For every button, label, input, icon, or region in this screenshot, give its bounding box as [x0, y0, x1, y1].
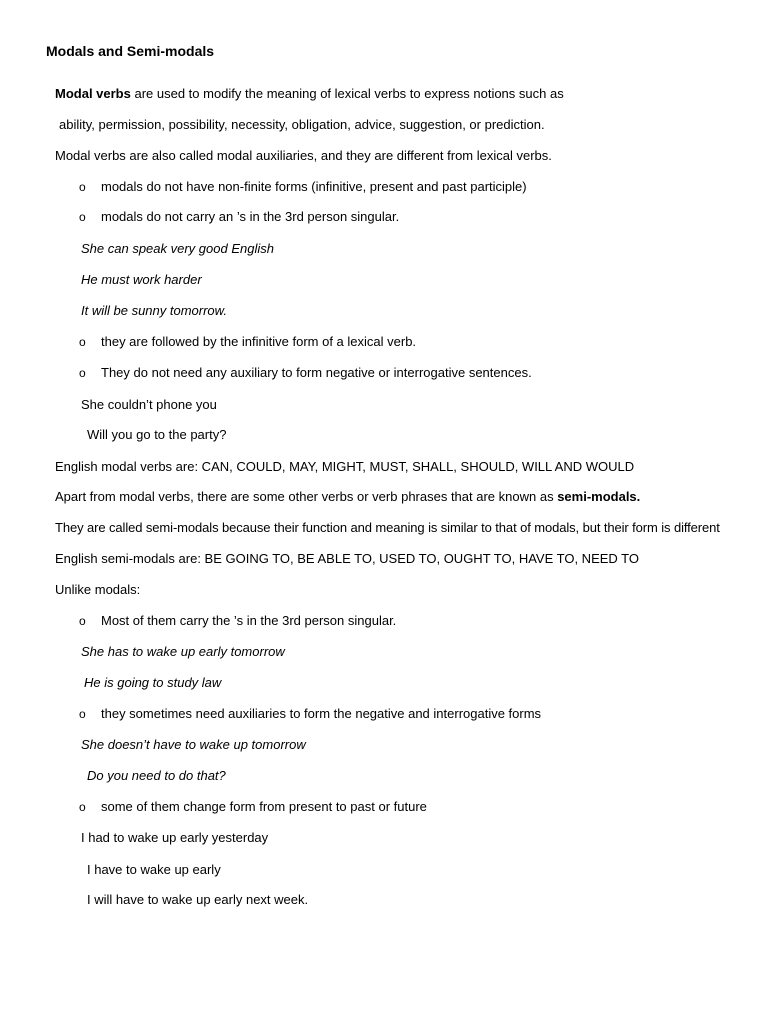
example-sentence: She couldn’t phone you [81, 397, 217, 412]
modal-point: modals do not have non-finite forms (infinitive, present and past participle) [101, 179, 527, 194]
bullet-marker: o [79, 800, 86, 814]
semi-point: some of them change form from present to past or future [101, 799, 427, 814]
bullet-marker: o [79, 614, 86, 628]
semi-modals-list: English semi-modals are: BE GOING TO, BE ABLE TO, USED TO, OUGHT TO, HAVE TO, NEED TO [55, 551, 639, 566]
modal-auxiliaries-text: Modal verbs are also called modal auxiliaries, and they are different from lexical verbs. [55, 148, 552, 163]
example-sentence: I will have to wake up early next week. [87, 892, 309, 907]
modal-verbs-term: Modal verbs [55, 86, 131, 101]
example-sentence: I had to wake up early yesterday [81, 830, 269, 845]
example-sentence: She can speak very good English [81, 241, 274, 256]
bullet-marker: o [79, 335, 86, 349]
example-sentence: He must work harder [81, 272, 202, 287]
semi-modals-term: semi-modals. [557, 489, 641, 504]
example-sentence: He is going to study law [84, 675, 222, 690]
semi-point: Most of them carry the ’s in the 3rd person singular. [101, 613, 397, 628]
semi-intro-text: Apart from modal verbs, there are some other verbs or verb phrases that are known as [55, 489, 558, 504]
example-sentence: She has to wake up early tomorrow [81, 644, 285, 659]
semi-modals-intro [55, 489, 640, 505]
example-sentence: Do you need to do that? [87, 768, 226, 783]
bullet-marker: o [79, 707, 86, 721]
bullet-marker: o [79, 210, 86, 224]
modal-point: modals do not carry an ’s in the 3rd person singular. [101, 209, 400, 224]
example-sentence: Will you go to the party? [87, 427, 227, 442]
example-sentence: I have to wake up early [87, 862, 221, 877]
intro-text: are used to modify the meaning of lexical verbs to express notions such as [130, 86, 564, 101]
modal-point: They do not need any auxiliary to form negative or interrogative sentences. [101, 365, 532, 380]
page-title: Modals and Semi-modals [46, 43, 215, 59]
example-sentence: It will be sunny tomorrow. [81, 303, 227, 318]
semi-modals-reason: They are called semi-modals because their function and meaning is similar to that of modals, but their form is different [55, 520, 720, 535]
notions-list: ability, permission, possibility, necessity, obligation, advice, suggestion, or prediction. [59, 117, 545, 132]
unlike-modals-heading: Unlike modals: [55, 582, 141, 597]
modal-verbs-list: English modal verbs are: CAN, COULD, MAY, MIGHT, MUST, SHALL, SHOULD, WILL AND WOULD [55, 459, 635, 474]
bullet-marker: o [79, 366, 86, 380]
modal-point: they are followed by the infinitive form of a lexical verb. [101, 334, 417, 349]
intro-paragraph [55, 86, 564, 102]
semi-point: they sometimes need auxiliaries to form the negative and interrogative forms [101, 706, 542, 721]
example-sentence: She doesn’t have to wake up tomorrow [81, 737, 306, 752]
bullet-marker: o [79, 180, 86, 194]
